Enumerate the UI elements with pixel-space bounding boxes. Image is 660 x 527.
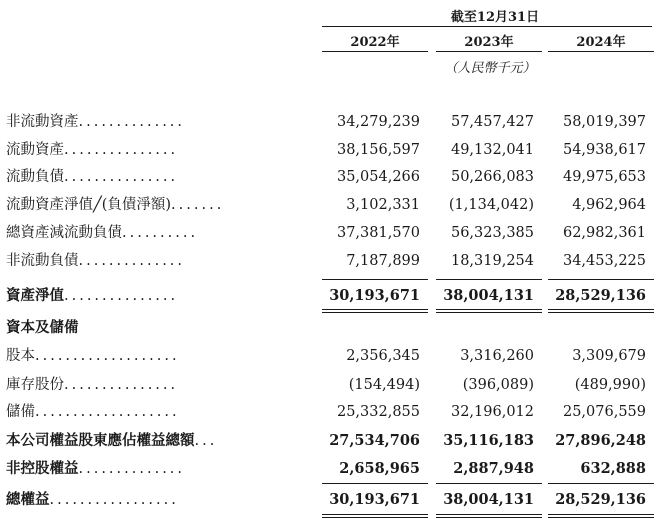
column-header-2022: 2022年 [350,35,400,50]
equity-value-2022: 2,658,965 [339,460,420,477]
equity-value-2022: 30,193,671 [329,491,420,508]
equity-value-2022: (154,494) [348,377,420,393]
dot-leader: .............. [78,114,186,130]
equity-value-2024: 632,888 [580,460,646,477]
row-label-text: 流動資產淨值╱(負債淨額) [6,197,172,213]
position-value-2024: 34,453,225 [562,253,646,269]
position-value-2022: 7,187,899 [346,253,420,269]
position-value-2024: 62,982,361 [562,225,646,241]
equity-value-2022: 27,534,706 [329,432,420,449]
position-value-2024: 4,962,964 [572,197,646,213]
total-double-rule [548,514,654,515]
unit-label: （人民幣千元） [444,61,536,76]
total-double-rule [548,517,654,518]
dot-leader: ................. [49,492,179,508]
dot-leader: ................... [35,348,180,364]
row-label-text: 非流動資產 [6,114,79,130]
equity-value-2022: 2,356,345 [346,348,420,364]
row-label-text: 儲備 [6,404,35,420]
row-label-text: 股本 [6,348,35,364]
subtotal-rule [322,483,428,484]
position-row-label [6,111,185,133]
position-value-2023: (1,134,042) [448,197,534,213]
row-label-text: 非流動負債 [6,253,79,269]
subtotal-rule [436,483,542,484]
dot-leader: .......... [122,225,199,241]
equity-value-2024: 3,309,679 [572,348,646,364]
position-value-2024: 54,938,617 [562,142,646,158]
dot-leader: .............. [78,461,186,477]
subtotal-rule [436,279,542,280]
position-row-label [6,285,178,307]
total-double-rule [548,312,654,313]
position-value-2023: 57,457,427 [450,114,534,130]
total-double-rule [322,517,428,518]
row-label-text: 流動資產 [6,142,64,158]
equity-value-2024: 27,896,248 [555,432,646,449]
total-double-rule [548,309,654,310]
position-value-2024: 28,529,136 [555,287,646,304]
dot-leader: .............. [78,253,186,269]
dot-leader: ............... [64,142,179,158]
equity-value-2023: 2,887,948 [453,460,534,477]
subtotal-rule [548,483,654,484]
position-value-2022: 3,102,331 [346,197,420,213]
column-header-2024: 2024年 [576,35,626,50]
position-value-2022: 35,054,266 [336,169,420,185]
row-label-text: 總資產減流動負債 [6,225,122,241]
position-value-2023: 56,323,385 [450,225,534,241]
period-header: 截至12月31日 [450,10,540,25]
equity-value-2023: 32,196,012 [450,404,534,420]
position-value-2022: 37,381,570 [336,225,420,241]
subtotal-rule [548,279,654,280]
equity-value-2023: 3,316,260 [460,348,534,364]
total-double-rule [436,312,542,313]
total-double-rule [436,517,542,518]
equity-row-label [6,430,217,452]
equity-value-2024: 25,076,559 [562,404,646,420]
dot-leader: ....... [171,197,225,213]
column-header-rule [548,51,654,52]
row-label-text: 本公司權益股東應佔權益總額 [6,432,195,449]
position-value-2024: 49,975,653 [562,169,646,185]
position-value-2023: 50,266,083 [450,169,534,185]
position-value-2023: 18,319,254 [450,253,534,269]
total-double-rule [436,514,542,515]
equity-value-2023: (396,089) [462,377,534,393]
equity-row-label [6,345,180,367]
total-double-rule [322,309,428,310]
position-row-label [6,139,178,161]
dot-leader: ............... [64,377,179,393]
row-label-text: 非控股權益 [6,460,79,477]
row-label-text: 庫存股份 [6,377,64,393]
position-row-label [6,194,224,216]
equity-value-2023: 35,116,183 [443,432,534,449]
equity-row-label [6,489,179,511]
equity-row-label [6,401,180,423]
column-header-rule [322,51,428,52]
dot-leader: ............... [64,288,179,304]
position-value-2023: 38,004,131 [443,287,534,304]
column-header-2023: 2023年 [464,35,514,50]
equity-row-label [6,458,185,480]
position-row-label [6,166,178,188]
equity-value-2024: (489,990) [574,377,646,393]
position-value-2023: 49,132,041 [450,142,534,158]
period-header-rule [322,26,652,27]
equity-value-2024: 28,529,136 [555,491,646,508]
subtotal-rule [322,279,428,280]
row-label-text: 總權益 [6,491,50,508]
total-double-rule [322,312,428,313]
equity-value-2023: 38,004,131 [443,491,534,508]
dot-leader: ............... [64,169,179,185]
position-value-2024: 58,019,397 [562,114,646,130]
position-row-label [6,250,185,272]
position-row-label [6,222,198,244]
section-title-capital-reserves: 資本及儲備 [6,319,79,336]
equity-value-2022: 25,332,855 [336,404,420,420]
total-double-rule [436,309,542,310]
position-value-2022: 34,279,239 [336,114,420,130]
dot-leader: ... [194,433,218,449]
row-label-text: 流動負債 [6,169,64,185]
position-value-2022: 38,156,597 [336,142,420,158]
column-header-rule [436,51,542,52]
dot-leader: ................... [35,404,180,420]
equity-row-label [6,374,178,396]
position-value-2022: 30,193,671 [329,287,420,304]
row-label-text: 資產淨值 [6,287,64,304]
total-double-rule [322,514,428,515]
